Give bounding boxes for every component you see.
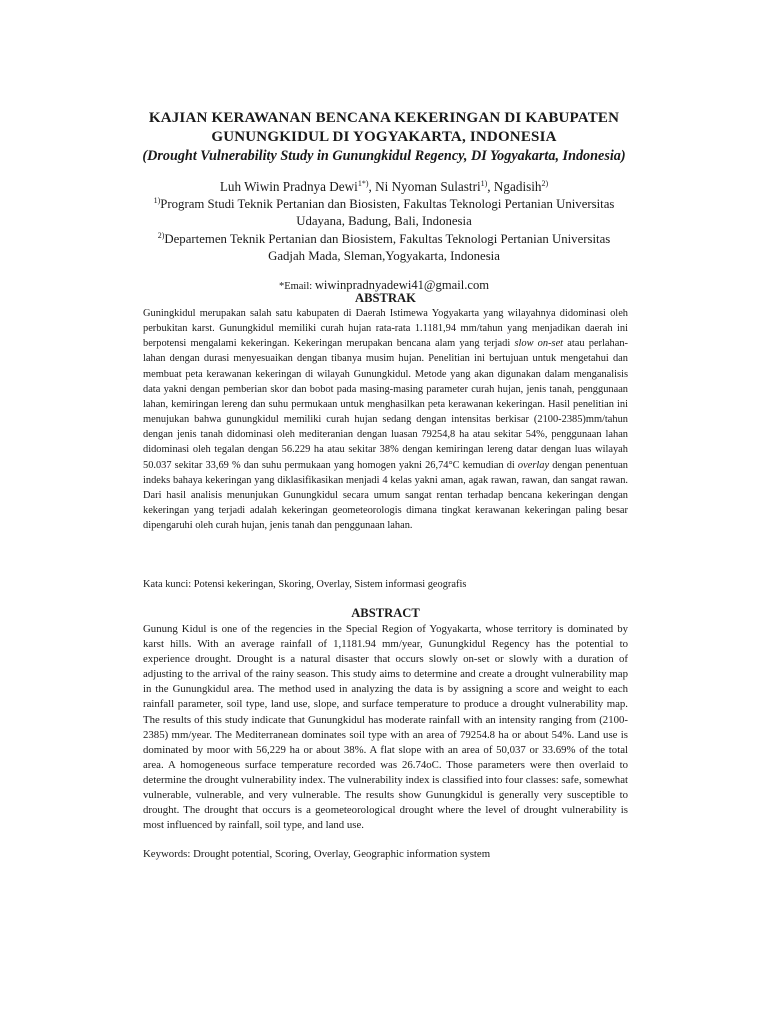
author-name: Ngadisih (493, 179, 542, 194)
abstrak-italic-term: slow on-set (514, 338, 564, 350)
author-list (120, 178, 648, 195)
email-label: *Email: (278, 281, 315, 292)
author-affiliation-mark: 2) (541, 179, 549, 188)
author-separator: , (487, 179, 494, 194)
abstrak-italic-term: overlay (517, 459, 550, 471)
affiliation-mark: 2) (157, 231, 165, 240)
abstrak-body (143, 306, 628, 533)
affiliation-2-text: Departemen Teknik Pertanian dan Biosistem, Fakultas Teknologi Pertanian Universitas (164, 232, 611, 246)
affiliation-1-line-1 (120, 196, 648, 213)
title-indonesian-line-2: GUNUNGKIDUL DI YOGYAKARTA, INDONESIA (211, 129, 557, 145)
keywords: Keywords: Drought potential, Scoring, Overlay, Geographic information system (143, 848, 491, 860)
affiliation-1-text: Program Studi Teknik Pertanian dan Biosisten, Fakultas Teknologi Pertanian Universitas (160, 197, 615, 211)
abstrak-text-1: Guningkidul merupakan salah satu kabupaten di Daerah Istimewa Yogyakarta yang wilayahnya didominasi oleh perbukitan karst. Gunungkidul memiliki curah hujan rata-rata 1.1181,94 mm/tahun yang menjadikan daerah ini berpotensi mengalami kekeringan. Kekeringan merupakan bencana alam yang terjadi (143, 308, 628, 350)
affiliation-2 (120, 231, 648, 265)
kata-kunci: Kata kunci: Potensi kekeringan, Skoring, Overlay, Sistem informasi geografis (143, 579, 467, 590)
author-separator: , (368, 179, 376, 194)
abstrak-heading: ABSTRAK (355, 291, 416, 305)
paper-title (100, 109, 668, 166)
title-indonesian-line-1: KAJIAN KERAWANAN BENCANA KEKERINGAN DI KABUPATEN (148, 110, 620, 126)
abstract-heading: ABSTRACT (351, 606, 420, 620)
author-affiliation-mark: 1*) (357, 179, 369, 188)
title-english: (Drought Vulnerability Study in Gunungkidul Regency, DI Yogyakarta, Indonesia) (142, 148, 626, 164)
author-name: Ni Nyoman Sulastri (375, 179, 481, 194)
abstrak-text-2: atau perlahan-lahan dengan durasi menyesuaikan dengan tibanya musim hujan. Penelitian ini bertujuan untuk mengetahui dan membuat peta kerawanan kekeringan di wilayah Gunungkidul. Metode yang akan digunakan dalam menganalisis data yakni dengan pemberian skor dan bobot pada masing-masing parameter curah hujan, jenis tanah, penggunaan lahan, kemiringan lereng dan suhu permukaan untuk menghasilkan peta kerawanan kekeringan. Hasil penelitian ini menujukan bahwa gunungkidul memiliki curah hujan sedang dengan intensitas berkisar (2100-2385)mm/tahun dengan jenis tanah didominasi oleh mediteranian dengan luasan 79254,8 ha atau sekitar 54%, penggunaan lahan didominasi oleh tegalan dengan 56.229 ha atau sekitar 38% dengan kemiringan lereng datar dengan luas wilayah 50.037 sekitar 33,69 % dan suhu permukaan yang homogen yakni 26,74°C kemudian di (143, 338, 628, 471)
abstrak-text-3: dengan penentuan indeks bahaya kekeringan yang diklasifikasikan menjadi 4 kelas yakni aman, agak rawan, rawan, dan sangat rawan. Dari hasil analisis menunjukan Gunungkidul secara umum sangat rentan terhadap bencana kekeringan dengan kekeringan yang terjadi adalah kekeringan geometeorologis dimana tingkat kerawanan kekeringan paling besar dipengaruhi oleh curah hujan, jenis tanah dan penggunaan lahan. (143, 459, 629, 532)
affiliation-2-line-1 (120, 231, 648, 248)
affiliation-1 (120, 196, 648, 230)
author-name: Luh Wiwin Pradnya Dewi (219, 179, 358, 194)
affiliation-1-line-2: Udayana, Badung, Bali, Indonesia (296, 214, 472, 228)
author-affiliation-mark: 1) (480, 179, 488, 188)
affiliation-mark: 1) (153, 196, 161, 205)
abstract-body: Gunung Kidul is one of the regencies in the Special Region of Yogyakarta, whose territory is dominated by karst hills. With an average rainfall of 1,1181.94 mm/year, Gunungkidul Regency has the potential to experience drought. Drought is a natural disaster that occurs slowly on-set or slowly with a duration of adjusting to the arrival of the rainy season. This study aims to determine and create a drought vulnerability map in the Gunungkidul area. The method used in analyzing the data is by assigning a score and weight to each rainfall parameter, soil type, land use, slope, and surface temperature to produce a drought vulnerability map. The results of this study indicate that Gunungkidul has moderate rainfall with an intensity ranging from (2100-2385) mm/year. The Mediterranean dominates soil type with an area of 79254.8 ha or about 54%. Land use is dominated by moor with 56,229 ha or about 38%. A flat slope with an area of 50,037 or 33.69% of the total area. A homogeneous surface temperature recorded was 26.74oC. Those parameters were then overlaid to determine the drought vulnerability index. The vulnerability index is classified into four classes: safe, somewhat vulnerable, vulnerable, and very vulnerable. The results show Gunungkidul is generally very susceptible to drought. The drought that occurs is a geometeorological drought where the level of drought vulnerability is most influenced by rainfall, soil type, and land use. (143, 623, 628, 832)
affiliation-2-line-2: Gadjah Mada, Sleman,Yogyakarta, Indonesia (268, 249, 500, 263)
email-address[interactable]: wiwinpradnyadewi41@gmail.com (314, 278, 490, 292)
